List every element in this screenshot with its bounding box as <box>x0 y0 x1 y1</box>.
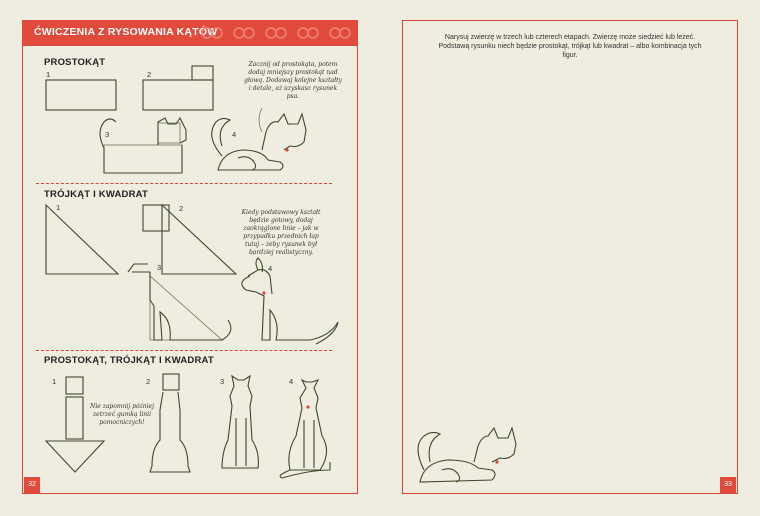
step-number: 3 <box>157 263 162 272</box>
step-number: 2 <box>146 377 151 386</box>
step-number: 4 <box>289 377 294 386</box>
step-number: 2 <box>179 204 184 213</box>
step-number: 1 <box>56 203 61 212</box>
tip-note: Kiedy podstawowy kształt będzie gotowy, dodaj zaokrąglone linie – jak w przypadku przednich łap tutaj – żeby rysunek był bardziej realistyczny. <box>241 209 321 256</box>
section-title-trojkat-i-kwadrat: TRÓJKĄT I KWADRAT <box>44 189 149 200</box>
page-number-right: 33 <box>720 477 736 493</box>
step-number: 4 <box>232 130 237 139</box>
step-number: 3 <box>220 377 225 386</box>
step-number: 4 <box>268 264 273 273</box>
section-title-prostokat-trojkat-kwadrat: PROSTOKĄT, TRÓJKĄT I KWADRAT <box>44 355 214 366</box>
tip-note: Zacznij od prostokąta, potem dodaj mniejszy prostokąt nad głową. Dodawaj kolejne kształty i detale, aż uzyskasz rysunek psa. <box>244 61 342 100</box>
step-number: 3 <box>105 130 110 139</box>
drawing-instructions: Narysuj zwierzę w trzech lub czterech etapach. Zwierzę może siedzieć lub leżeć. Podstawą rysunku niech będzie prostokąt, trójkąt lub kwadrat – albo kombinacja tych figur. <box>438 34 702 59</box>
step-number: 1 <box>52 377 57 386</box>
page-number-left: 32 <box>24 477 40 493</box>
section-title-prostokat: PROSTOKĄT <box>44 57 106 68</box>
tip-note: Nie zapomnij później zetrzeć gumką linii pomocniczych! <box>90 403 154 426</box>
step-number: 1 <box>46 70 51 79</box>
step-number: 2 <box>147 70 152 79</box>
chapter-title: ĆWICZENIA Z RYSOWANIA KĄTÓW <box>34 26 218 38</box>
